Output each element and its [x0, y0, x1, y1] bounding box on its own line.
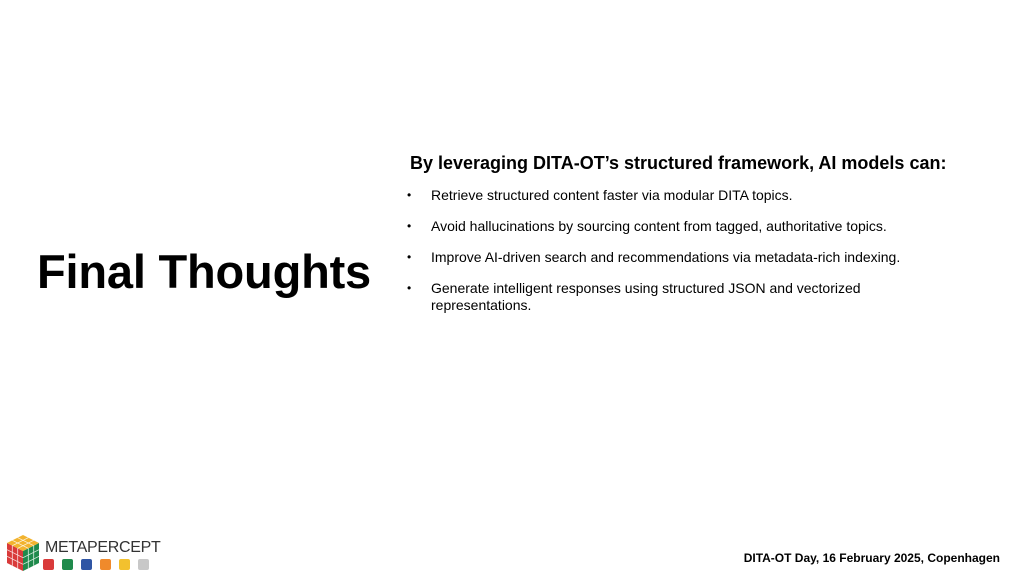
- bullet-text: Retrieve structured content faster via modular DITA topics.: [431, 187, 793, 203]
- slide-content: [407, 145, 970, 328]
- logo-square: [43, 559, 54, 570]
- bullet-glyph: •: [407, 281, 412, 295]
- logo-wordmark: METAPERCEPT: [45, 539, 161, 556]
- cube-logo-icon: [5, 533, 41, 573]
- logo-square: [138, 559, 149, 570]
- bullet-glyph: •: [407, 250, 412, 264]
- bullet-text: Generate intelligent responses using structured JSON and vectorized representations.: [431, 280, 861, 313]
- bullet-item: [407, 187, 941, 204]
- logo-square: [62, 559, 73, 570]
- bullet-text: Avoid hallucinations by sourcing content from tagged, authoritative topics.: [431, 218, 887, 234]
- bullet-text: Improve AI-driven search and recommendations via metadata-rich indexing.: [431, 249, 901, 265]
- bullet-glyph: •: [407, 219, 412, 233]
- footer-event-info: DITA-OT Day, 16 February 2025, Copenhagen: [743, 551, 1000, 565]
- logo-square: [81, 559, 92, 570]
- bullet-item: [407, 249, 941, 266]
- logo-color-squares: [43, 559, 149, 570]
- bullet-glyph: •: [407, 188, 412, 202]
- logo-square: [119, 559, 130, 570]
- logo-square: [100, 559, 111, 570]
- lead-paragraph: By leveraging DITA-OT’s structured framework, AI models can:: [410, 153, 947, 173]
- bullet-list: [407, 187, 970, 314]
- bullet-item: [407, 218, 941, 235]
- slide-title: Final Thoughts: [37, 245, 371, 298]
- bullet-item: [407, 280, 941, 314]
- metapercept-logo: [5, 533, 161, 573]
